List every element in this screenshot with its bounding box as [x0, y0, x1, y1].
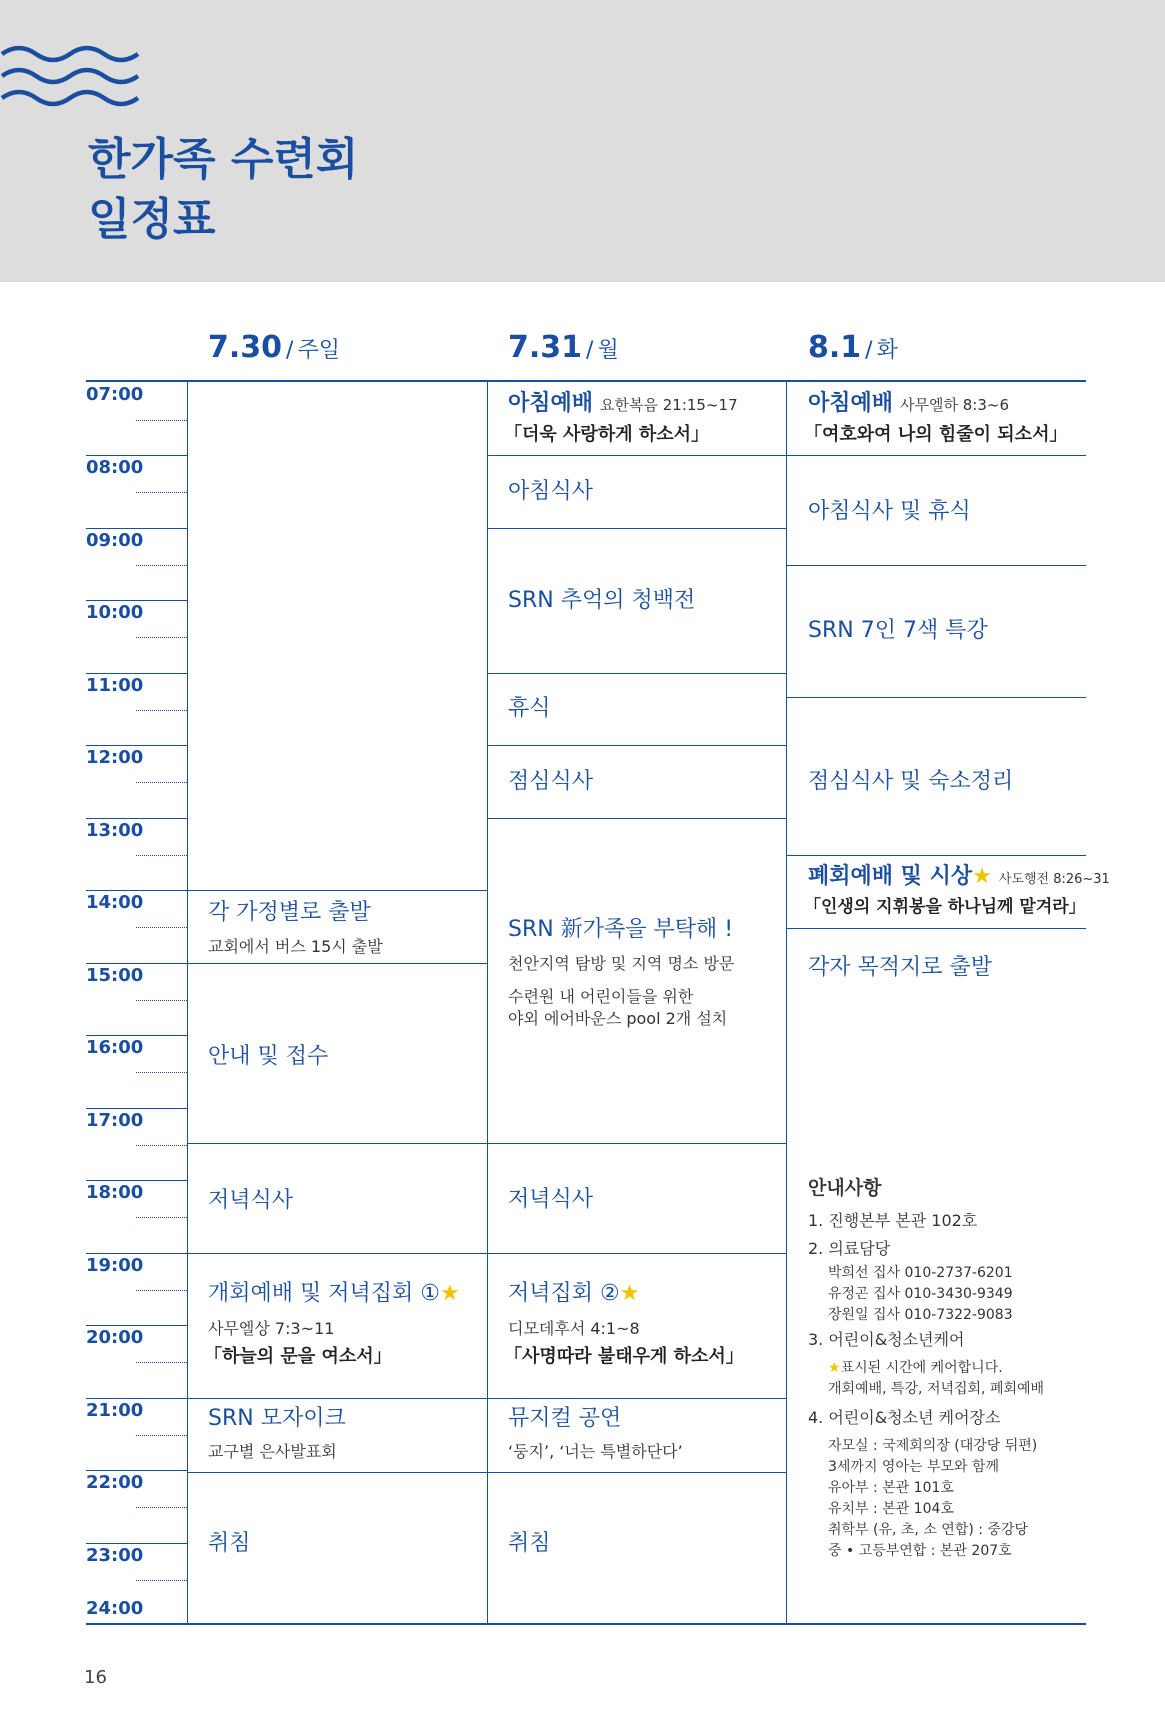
- day-weekday: 화: [876, 338, 898, 363]
- time-label: 14:00: [86, 892, 144, 913]
- event-breakfast-rest: 아침식사 및 휴식: [808, 499, 971, 524]
- hour-line: [86, 818, 187, 819]
- time-label: 11:00: [86, 675, 144, 696]
- half-hour-line: [136, 1000, 187, 1001]
- cell-border: [488, 1253, 786, 1254]
- half-hour-line: [136, 855, 187, 856]
- time-label: 16:00: [86, 1037, 144, 1058]
- cell-border: [488, 1143, 786, 1144]
- info-detail: 유정곤 집사 010-3430-9349: [828, 1286, 1013, 1302]
- half-hour-line: [136, 1072, 187, 1073]
- event-worship-title: 아침예배: [808, 391, 894, 416]
- info-notes: [808, 1173, 1088, 1562]
- event-closing-quote: 「인생의 지휘봉을 하나님께 맡겨라」: [804, 897, 1086, 917]
- half-hour-line: [136, 710, 187, 711]
- cell-border: [787, 565, 1086, 566]
- half-hour-line: [136, 565, 187, 566]
- event-mosaic-sub: 교구별 은사발표회: [208, 1442, 337, 1461]
- event-depart: 각 가정별로 출발: [208, 900, 371, 925]
- time-label: 07:00: [86, 384, 144, 405]
- hour-line: [86, 455, 187, 456]
- event-musical: 뮤지컬 공연: [508, 1406, 622, 1431]
- hour-line: [86, 1325, 187, 1326]
- time-label: 13:00: [86, 820, 144, 841]
- cell-border: [488, 673, 786, 674]
- header-band: [0, 0, 1165, 282]
- hour-line: [86, 1470, 187, 1471]
- info-item: 4. 어린이&청소년 케어장소: [808, 1408, 1001, 1427]
- half-hour-line: [136, 1145, 187, 1146]
- page-number: 16: [84, 1667, 107, 1688]
- cell-border: [188, 1472, 487, 1473]
- time-label: 10:00: [86, 602, 144, 623]
- event-srn-memory: SRN 추억의 청백전: [508, 588, 696, 613]
- cell-border: [188, 1253, 487, 1254]
- time-label: 22:00: [86, 1472, 144, 1493]
- event-lunch-3: 점심식사 및 숙소정리: [808, 769, 1014, 794]
- day-date: 8.1: [808, 330, 862, 365]
- time-label: 17:00: [86, 1110, 144, 1131]
- event-new-family-sub2a: 수련원 내 어린이들을 위한: [508, 987, 694, 1006]
- half-hour-line: [136, 492, 187, 493]
- day-header-3: 8.1 / 화: [808, 330, 898, 365]
- cell-border: [188, 963, 487, 964]
- cell-border: [188, 1143, 487, 1144]
- event-reception: 안내 및 접수: [208, 1044, 329, 1069]
- half-hour-line: [136, 927, 187, 928]
- time-label: 18:00: [86, 1182, 144, 1203]
- star-icon: ★: [828, 1360, 841, 1376]
- day-weekday: 주일: [297, 338, 340, 363]
- cell-border: [787, 697, 1086, 698]
- hour-line: [86, 1108, 187, 1109]
- time-label: 23:00: [86, 1545, 144, 1566]
- event-worship-quote: 「더욱 사랑하게 하소서」: [504, 424, 710, 445]
- info-care-note: 표시된 시간에 케어합니다.: [840, 1360, 1003, 1376]
- day-header-2: 7.31 / 월: [508, 330, 619, 365]
- day-date: 7.31: [508, 330, 583, 365]
- info-detail: 유치부 : 본관 104호: [828, 1501, 954, 1517]
- hour-line: [86, 963, 187, 964]
- day-date: 7.30: [208, 330, 283, 365]
- star-icon: ★: [972, 864, 992, 889]
- event-dinner: 저녁식사: [208, 1188, 294, 1213]
- event-new-family-sub1: 천안지역 탐방 및 지역 명소 방문: [508, 954, 735, 973]
- event-dinner-2: 저녁식사: [508, 1187, 594, 1212]
- event-opening-quote: 「하늘의 문을 여소서」: [204, 1346, 392, 1367]
- info-item: 1. 진행본부 본관 102호: [808, 1211, 978, 1230]
- star-icon: ★: [439, 1281, 460, 1306]
- hour-line: [86, 673, 187, 674]
- info-detail: 개회예배, 특강, 저녁집회, 폐회예배: [828, 1381, 1045, 1397]
- event-morning-worship-3: [808, 389, 1009, 420]
- time-label: 19:00: [86, 1255, 144, 1276]
- hour-line: [86, 1398, 187, 1399]
- event-worship-quote: 「여호와여 나의 힘줄이 되소서」: [804, 424, 1068, 445]
- event-new-family-sub2b: 야외 에어바운스 pool 2개 설치: [508, 1009, 728, 1028]
- info-detail: 3세까지 영아는 부모와 함께: [828, 1459, 1000, 1475]
- waves-icon: [0, 40, 150, 120]
- event-opening: [208, 1279, 460, 1309]
- event-closing-title: 폐회예배 및 시상: [808, 864, 973, 889]
- page-title: [88, 130, 358, 250]
- half-hour-line: [136, 1507, 187, 1508]
- cell-border: [488, 528, 786, 529]
- half-hour-line: [136, 1435, 187, 1436]
- info-detail: 취학부 (유, 초, 소 연합) : 중강당: [828, 1522, 1029, 1538]
- table-top-border: [86, 380, 1086, 382]
- day-weekday: 월: [597, 338, 619, 363]
- cell-border: [488, 455, 786, 456]
- event-worship-ref: 요한복음 21:15~17: [600, 396, 738, 414]
- divider-1: [187, 381, 188, 1623]
- event-sleep: 취침: [208, 1531, 251, 1556]
- time-label: 21:00: [86, 1400, 144, 1421]
- info-item: 2. 의료담당: [808, 1239, 891, 1258]
- cell-border: [787, 855, 1086, 856]
- table-bottom-border: [86, 1623, 1086, 1625]
- half-hour-line: [136, 782, 187, 783]
- half-hour-line: [136, 1362, 187, 1363]
- event-lunch: 점심식사: [508, 769, 594, 794]
- cell-border: [488, 745, 786, 746]
- event-evening-sub: 디모데후서 4:1~8: [508, 1319, 640, 1338]
- hour-line: [86, 1035, 187, 1036]
- event-morning-worship: [508, 389, 738, 420]
- half-hour-line: [136, 1290, 187, 1291]
- event-evening: [508, 1279, 639, 1309]
- hour-line: [86, 1180, 187, 1181]
- time-label: 08:00: [86, 457, 144, 478]
- info-detail: 박희선 집사 010-2737-6201: [828, 1265, 1013, 1281]
- event-opening-title: 개회예배 및 저녁집회 ①: [208, 1281, 440, 1306]
- title-line1: 한가족 수련회: [88, 134, 359, 185]
- event-closing-ref: 사도행전 8:26~31: [998, 872, 1110, 887]
- info-detail: 유아부 : 본관 101호: [828, 1480, 954, 1496]
- cell-border: [787, 928, 1086, 929]
- event-closing: [808, 862, 1110, 895]
- divider-3: [786, 381, 787, 1623]
- cell-border: [787, 455, 1086, 456]
- hour-line: [86, 745, 187, 746]
- cell-border: [188, 890, 487, 891]
- time-label: 24:00: [86, 1598, 144, 1619]
- info-detail: 중 • 고등부연합 : 본관 207호: [828, 1543, 1012, 1559]
- star-icon: ★: [619, 1281, 640, 1306]
- event-lecture: SRN 7인 7색 특강: [808, 618, 988, 643]
- cell-border: [188, 1398, 487, 1399]
- hour-line: [86, 1253, 187, 1254]
- event-evening-title: 저녁집회 ②: [508, 1281, 620, 1306]
- half-hour-line: [136, 420, 187, 421]
- event-depart-sub: 교회에서 버스 15시 출발: [208, 937, 383, 956]
- hour-line: [86, 1543, 187, 1544]
- half-hour-line: [136, 1580, 187, 1581]
- cell-border: [488, 1398, 786, 1399]
- time-label: 20:00: [86, 1327, 144, 1348]
- cell-border: [488, 818, 786, 819]
- info-heading: 안내사항: [808, 1177, 882, 1199]
- half-hour-line: [136, 637, 187, 638]
- cell-border: [488, 1472, 786, 1473]
- info-detail: 장원일 집사 010-7322-9083: [828, 1307, 1013, 1323]
- hour-line: [86, 528, 187, 529]
- event-evening-quote: 「사명따라 불태우게 하소서」: [504, 1346, 744, 1367]
- event-worship-title: 아침예배: [508, 391, 594, 416]
- event-musical-sub: ‘둥지’, ‘너는 특별하단다’: [508, 1442, 683, 1461]
- event-worship-ref: 사무엘하 8:3~6: [900, 396, 1009, 414]
- half-hour-line: [136, 1217, 187, 1218]
- hour-line: [86, 600, 187, 601]
- event-breakfast: 아침식사: [508, 479, 594, 504]
- info-item: 3. 어린이&청소년케어: [808, 1330, 965, 1349]
- info-detail: 자모실 : 국제회의장 (대강당 뒤편): [828, 1438, 1038, 1454]
- event-rest: 휴식: [508, 696, 551, 721]
- event-depart-3: 각자 목적지로 출발: [808, 955, 993, 980]
- time-label: 09:00: [86, 530, 144, 551]
- event-opening-sub: 사무엘상 7:3~11: [208, 1319, 335, 1338]
- time-label: 12:00: [86, 747, 144, 768]
- hour-line: [86, 890, 187, 891]
- divider-2: [487, 381, 488, 1623]
- title-line2: 일정표: [88, 194, 216, 245]
- time-label: 15:00: [86, 965, 144, 986]
- info-detail: [808, 1358, 1088, 1379]
- event-sleep-2: 취침: [508, 1531, 551, 1556]
- day-header-1: 7.30 / 주일: [208, 330, 340, 365]
- event-new-family: SRN 新가족을 부탁해 !: [508, 917, 734, 942]
- event-mosaic: SRN 모자이크: [208, 1406, 346, 1431]
